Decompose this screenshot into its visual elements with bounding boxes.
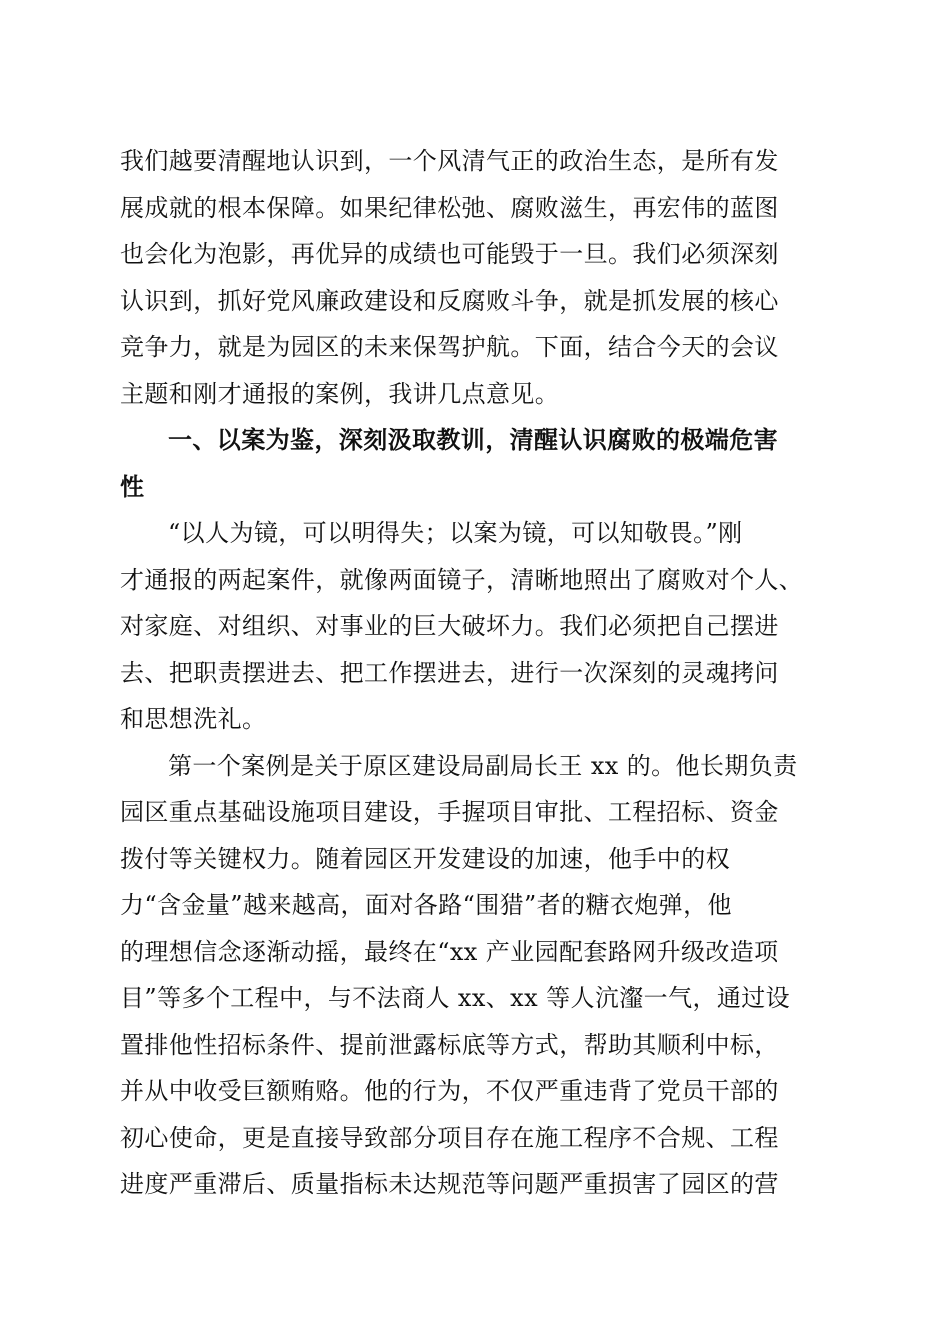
text-line: 展成就的根本保障。如果纪律松弛、腐败滋生，再宏伟的蓝图 (120, 193, 779, 222)
text-line: 去、把职责摆进去、把工作摆进去，进行一次深刻的灵魂拷问 (120, 658, 779, 687)
heading-line: 性 (120, 472, 145, 501)
heading-line: 一、以案为鉴，深刻汲取教训，清醒认识腐败的极端危害 (168, 426, 778, 454)
text-line: 和思想洗礼。 (120, 705, 267, 733)
text-line: 对家庭、对组织、对事业的巨大破坏力。我们必须把自己摆进 (120, 612, 779, 640)
document-body (120, 138, 830, 1208)
text-line: 拨付等关键权力。随着园区开发建设的加速，他手中的权 (120, 844, 730, 873)
text-line: 园区重点基础设施项目建设，手握项目审批、工程招标、资金 (120, 798, 779, 826)
text-line: 置排他性招标条件、提前泄露标底等方式，帮助其顺利中标， (120, 1030, 779, 1059)
text-line: 进度严重滞后、质量指标未达规范等问题严重损害了园区的营 (120, 1170, 779, 1198)
text-line: 力“含金量”越来越高，面对各路“围猎”者的糖衣炮弹，他 (120, 891, 732, 919)
text-line: 认识到，抓好党风廉政建设和反腐败斗争，就是抓发展的核心 (120, 286, 779, 315)
text-line: 才通报的两起案件，就像两面镜子，清晰地照出了腐败对个人、 (120, 565, 804, 594)
text-line: “以人为镜，可以明得失；以案为镜，可以知敬畏。”刚 (168, 519, 743, 547)
paragraph-case-1 (120, 743, 830, 1208)
text-line: 第一个案例是关于原区建设局副局长王 xx 的。他长期负责 (168, 751, 798, 780)
paragraph-intro (120, 138, 830, 417)
text-line: 的理想信念逐渐动摇，最终在“xx 产业园配套路网升级改造项 (120, 937, 779, 966)
text-line: 我们越要清醒地认识到，一个风清气正的政治生态，是所有发 (120, 147, 779, 175)
text-line: 初心使命，更是直接导致部分项目存在施工程序不合规、工程 (120, 1123, 779, 1152)
paragraph-mirror (120, 510, 830, 743)
text-line: 并从中收受巨额贿赂。他的行为，不仅严重违背了党员干部的 (120, 1077, 779, 1105)
text-line: 目”等多个工程中，与不法商人 xx、xx 等人沆瀣一气，通过设 (120, 984, 791, 1012)
section-heading-1 (120, 417, 830, 510)
text-line: 竞争力，就是为园区的未来保驾护航。下面，结合今天的会议 (120, 333, 779, 361)
text-line: 主题和刚才通报的案例，我讲几点意见。 (120, 379, 560, 408)
text-line: 也会化为泡影，再优异的成绩也可能毁于一旦。我们必须深刻 (120, 240, 779, 268)
